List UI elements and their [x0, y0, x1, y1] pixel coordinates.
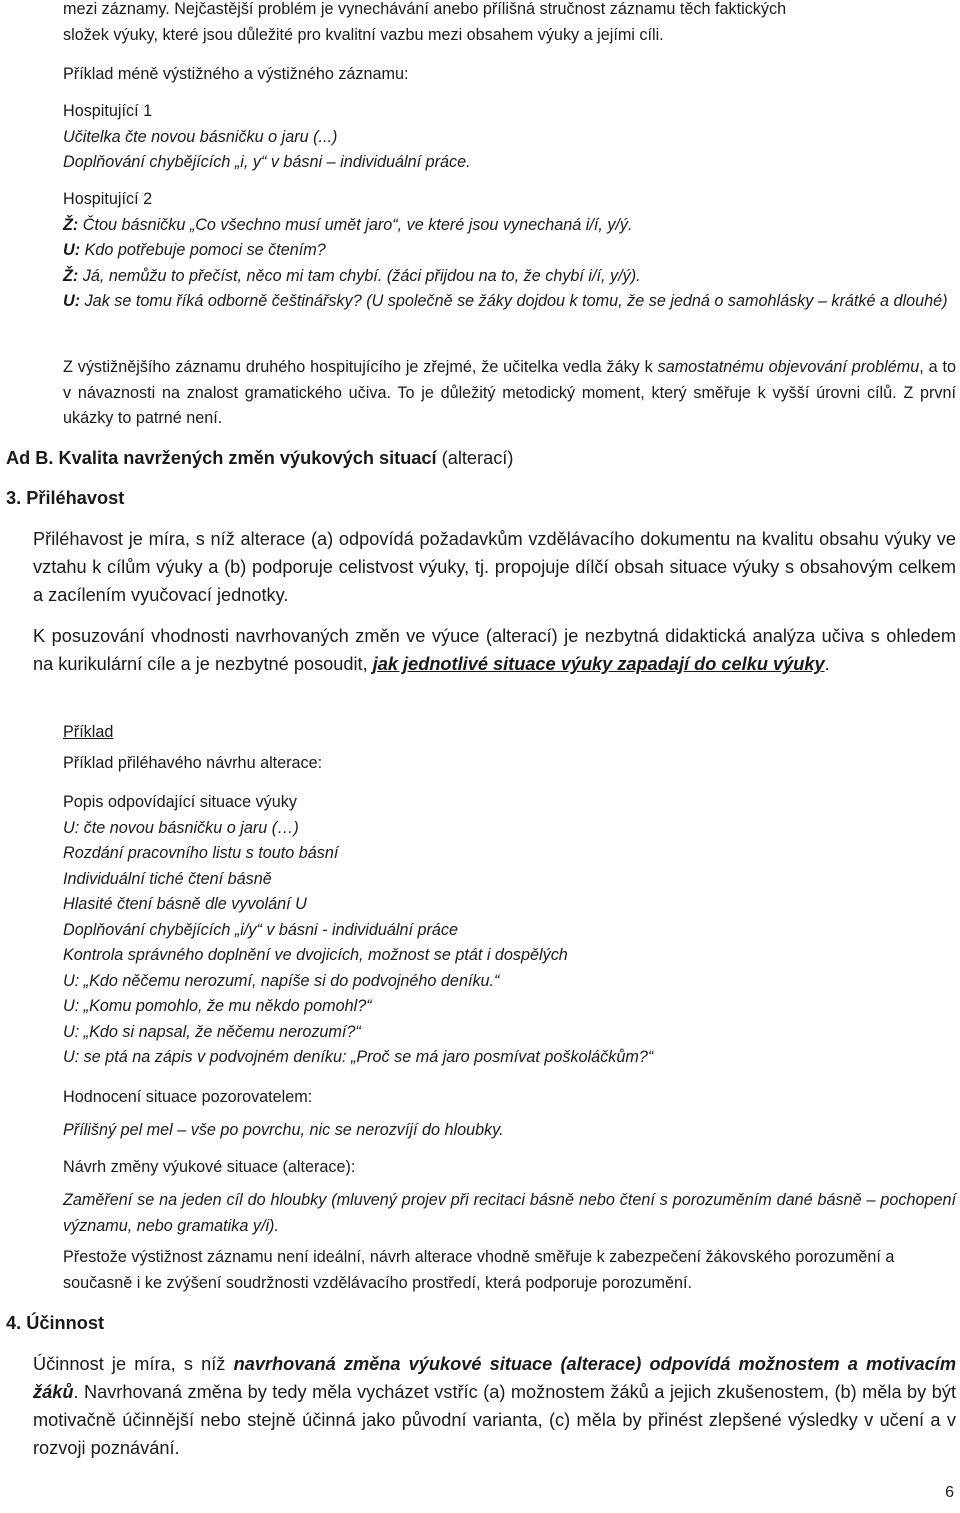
- example-title: Příklad přiléhavého návrhu alterace:: [63, 754, 323, 772]
- section-b-subtitle: (alterací): [436, 448, 514, 468]
- alteration-title: Návrh změny výukové situace (alterace):: [63, 1158, 356, 1176]
- example-label: Příklad: [63, 723, 114, 741]
- lesson-line: U: „Kdo si napsal, že něčemu nerozumí?“: [63, 1022, 361, 1041]
- dialog-line-4: [63, 289, 956, 315]
- section-3-paragraph-1: Přiléhavost je míra, s níž alterace (a) odpovídá požadavkům vzdělávacího dokumentu na kvalitu obsahu výuky ve vztahu k cílům výuky a (b) podporuje celistvost výuky, tj. propojuje dílčí obsah situace výuky s obsahovým celkem a zacílením vyučovací jednotky.: [33, 529, 956, 605]
- lesson-line: U: „Kdo něčemu nerozumí, napíše si do podvojného deníku.“: [63, 971, 500, 990]
- section-3-title: Přiléhavost: [26, 488, 125, 508]
- dialog-text: Já, nemůžu to přečíst, něco mi tam chybí. (žáci přijdou na to, že chybí i/í, y/ý).: [78, 266, 641, 285]
- section-b-title: Ad B. Kvalita navržených změn výukových situací: [6, 448, 437, 468]
- conclusion-emphasis: samostatnému objevování problému: [657, 358, 920, 376]
- hospitujici-1-line-1: Učitelka čte novou básničku o jaru (...): [63, 127, 338, 146]
- dialog-line-2: [63, 238, 956, 264]
- example-intro: Příklad méně výstižného a výstižného záznamu:: [63, 65, 409, 83]
- speaker-label: Ž:: [63, 215, 79, 234]
- conclusion-paragraph: [63, 355, 956, 432]
- conclusion-text: Z výstižnějšího záznamu druhého hospitujícího je zřejmé, že učitelka vedla žáky k: [63, 358, 658, 376]
- evaluation-title: Hodnocení situace pozorovatelem:: [63, 1088, 313, 1106]
- section-3-p2-text: K posuzování vhodnosti navrhovaných změn ve výuce (alterací) je nezbytná didaktická analýza učiva s ohledem na kurikulární cíle a je nezbytné posoudit,: [33, 626, 956, 674]
- speaker-label: Ž:: [63, 266, 79, 285]
- speaker-label: U:: [63, 241, 81, 259]
- hospitujici-2-title: Hospitující 2: [63, 190, 153, 208]
- section-3-heading: [6, 485, 960, 511]
- section-3-paragraph-2: [33, 622, 956, 678]
- dialog-line-1: [63, 213, 956, 239]
- hospitujici-2-block: [63, 187, 956, 315]
- section-4-title: Účinnost: [26, 1313, 105, 1333]
- lesson-line: U: se ptá na zápis v podvojném deníku: „Proč se má jaro posmívat poškoláčkům?“: [63, 1048, 654, 1066]
- section-4-text: Účinnost je míra, s níž: [33, 1354, 234, 1374]
- hospitujici-1-title: Hospitující 1: [63, 102, 153, 120]
- hospitujici-1-line-2: Doplňování chybějících „i, y“ v básni – individuální práce.: [63, 153, 471, 171]
- evaluation-text: Přílišný pel mel – vše po povrchu, nic se nerozvíjí do hloubky.: [63, 1121, 504, 1139]
- section-3-p2-end: .: [824, 654, 830, 674]
- conclusion-text-end: , a to v návaznosti na znalost gramatického učiva. To je důležitý metodický moment, který směřuje k vyšší úrovni cílů. Z první ukázky to patrné není.: [63, 358, 956, 427]
- section-4-paragraph: [33, 1350, 956, 1462]
- dialog-text: Jak se tomu říká odborně češtinářsky? (U společně se žáky dojdou k tomu, že se jedná o samohlásky – krátké a dlouhé): [80, 292, 948, 310]
- lesson-line: Kontrola správného doplnění ve dvojicích, možnost se ptát i dospělých: [63, 946, 568, 964]
- lesson-line: Rozdání pracovního listu s touto básní: [63, 844, 339, 862]
- lesson-line: Individuální tiché čtení básně: [63, 869, 272, 888]
- lesson-line: Doplňování chybějících „i/y“ v básni - individuální práce: [63, 920, 458, 939]
- section-4-emphasis: navrhovaná změna výukové situace (alterace) odpovídá možnostem a motivacím žáků: [33, 1354, 957, 1402]
- section-3-p2-emphasis: jak jednotlivé situace výuky zapadají do celku výuky: [372, 654, 825, 674]
- intro-paragraph: [63, 0, 956, 48]
- intro-line-2: složek výuky, které jsou důležité pro kvalitní vazbu mezi obsahem výuky a jejími cíli.: [63, 25, 664, 44]
- page-number: 6: [945, 1484, 954, 1501]
- lesson-line: Hlasité čtení básně dle vyvolání U: [63, 895, 307, 913]
- intro-line-1: mezi záznamy. Nejčastější problém je vynechávání anebo přílišná stručnost záznamu těch faktických: [63, 0, 787, 18]
- example-final-paragraph: Přestože výstižnost záznamu není ideální, návrh alterace vhodně směřuje k zabezpečení žákovského porozumění a současně i ke zvýšení soudržnosti vzdělávacího prostředí, která podporuje porozumění.: [63, 1248, 895, 1292]
- dialog-line-3: [63, 264, 956, 290]
- lesson-line: U: „Komu pomohlo, že mu někdo pomohl?“: [63, 997, 372, 1015]
- hospitujici-1-block: [63, 99, 956, 176]
- section-4-heading: [6, 1310, 960, 1336]
- speaker-label: U:: [63, 292, 81, 310]
- lesson-line: U: čte novou básničku o jaru (…): [63, 818, 299, 837]
- section-4-text-end: . Navrhovaná změna by tedy měla vycházet vstříc (a) možnostem žáků a jejich zkušenostem, (b) měla by být motivačně účinnější nebo stejně účinná jako původní varianta, (c) měla by přinést zlepšené výsledky v učení a v rozvoji poznávání.: [33, 1382, 956, 1458]
- section-b-heading: [6, 445, 960, 471]
- lesson-description: [63, 790, 956, 1071]
- section-4-number: 4.: [6, 1313, 22, 1333]
- dialog-text: Kdo potřebuje pomoci se čtením?: [80, 241, 326, 259]
- section-3-number: 3.: [6, 488, 22, 508]
- lesson-description-title: Popis odpovídající situace výuky: [63, 793, 297, 811]
- dialog-text: Čtou básničku „Co všechno musí umět jaro“, ve které jsou vynechaná i/í, y/ý.: [78, 215, 633, 234]
- alteration-text: Zaměření se na jeden cíl do hloubky (mluvený projev při recitaci básně nebo čtení s porozuměním dané básně – pochopení významu, nebo gramatika y/i).: [63, 1191, 956, 1235]
